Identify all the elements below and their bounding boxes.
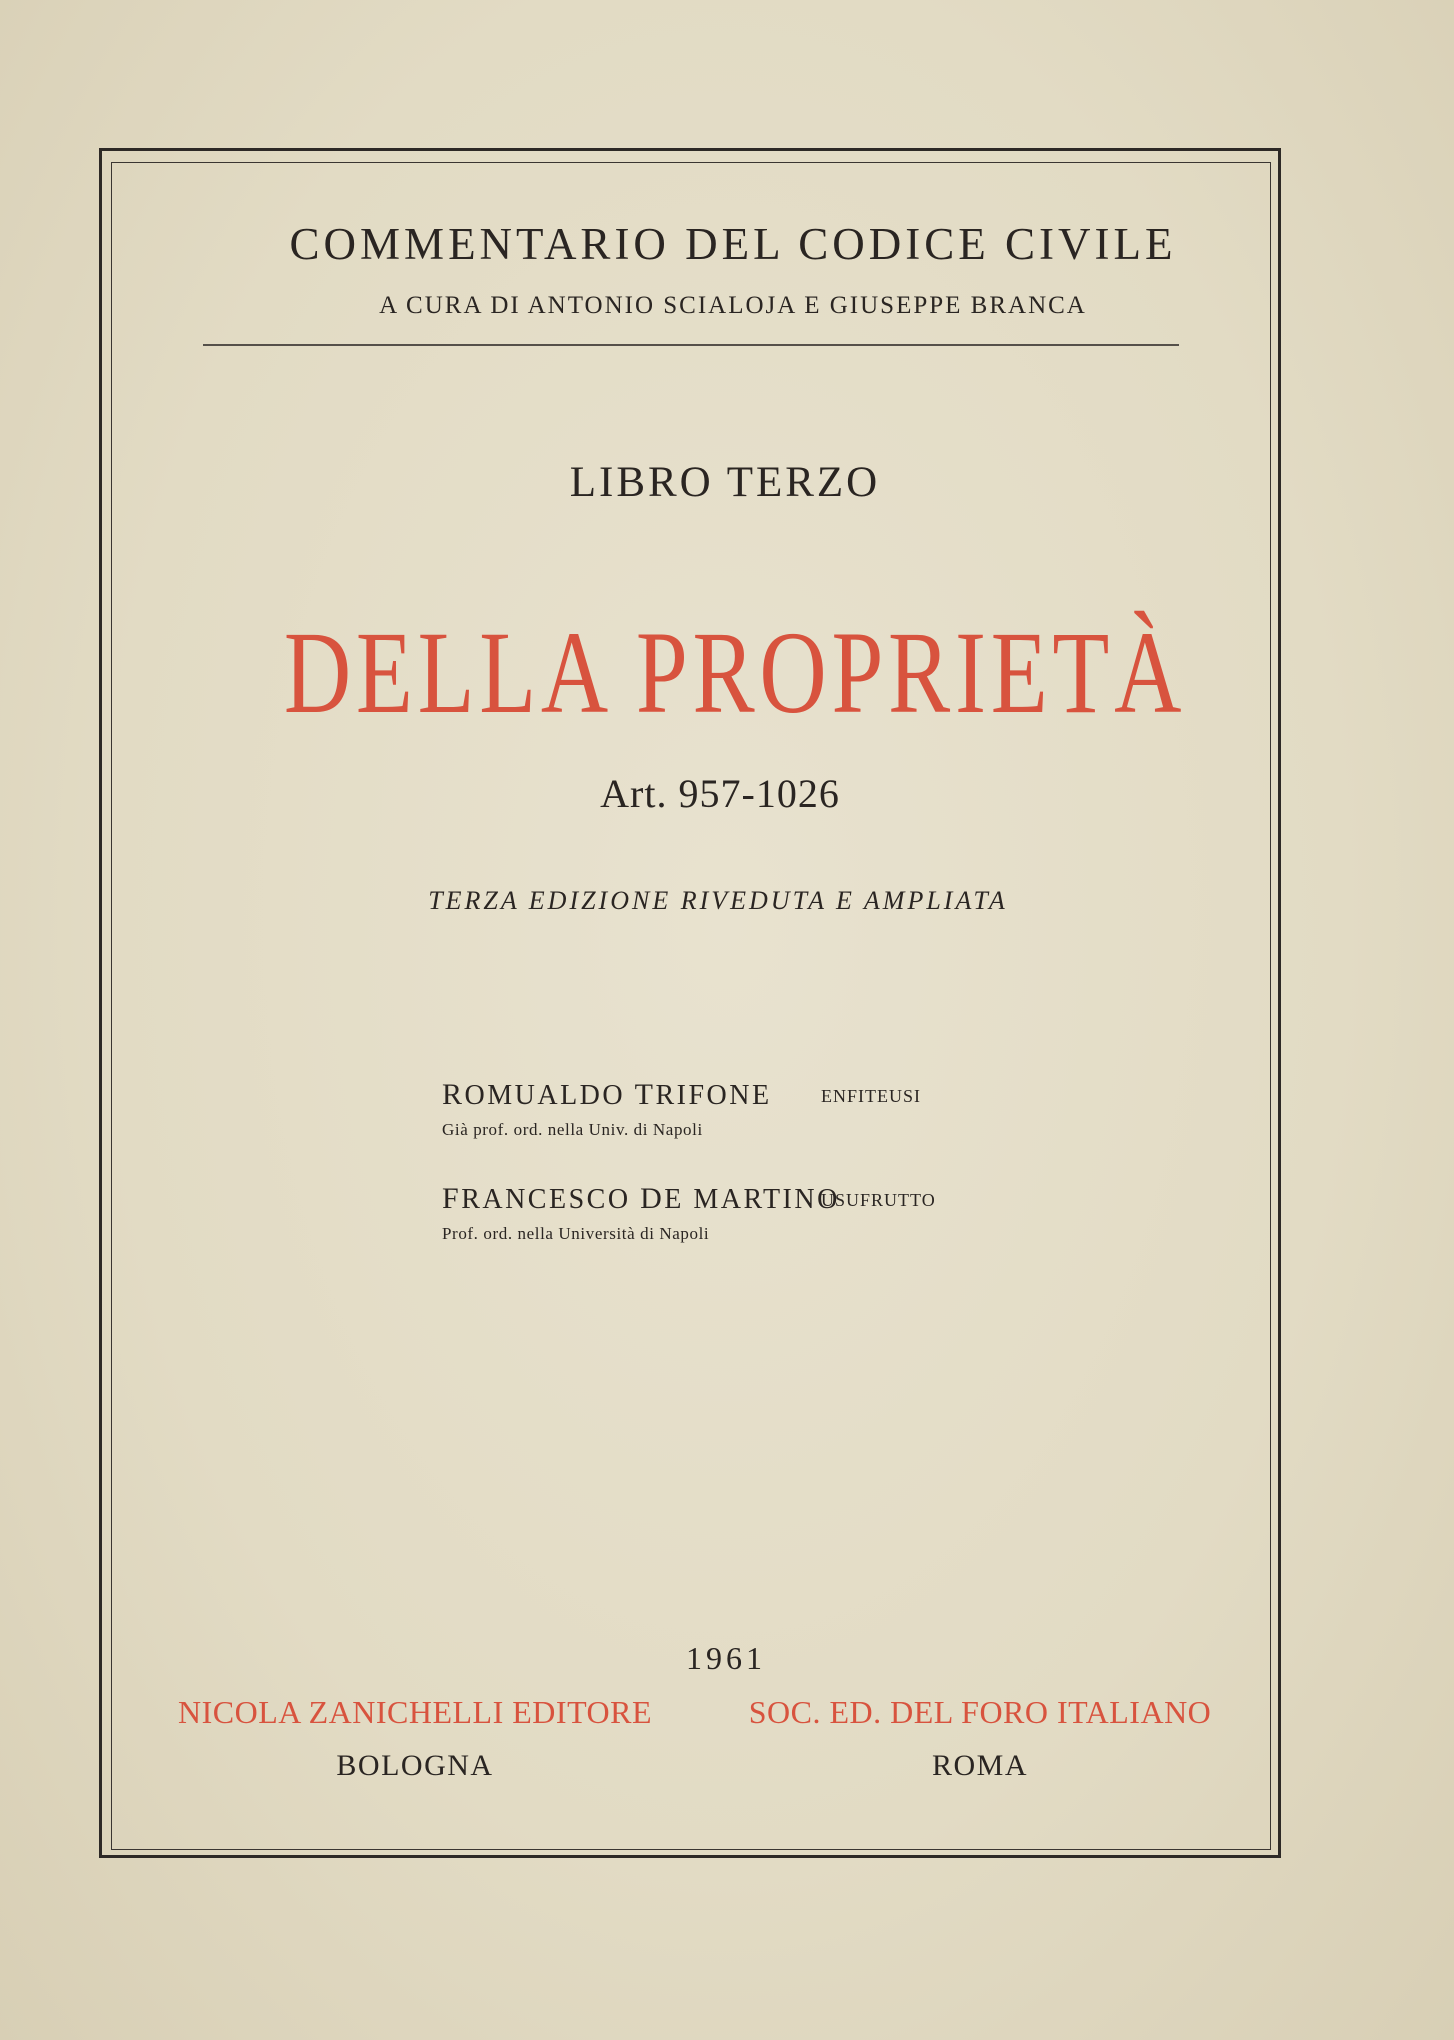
- main-title: DELLA PROPRIETÀ: [283, 607, 1187, 738]
- edition-note: TERZA EDIZIONE RIVEDUTA E AMPLIATA: [428, 886, 1008, 915]
- author-name: FRANCESCO DE MARTINO: [442, 1182, 840, 1215]
- author-topic: USUFRUTTO: [821, 1190, 936, 1210]
- inner-border-frame: [111, 162, 1271, 1850]
- publisher-name: NICOLA ZANICHELLI EDITORE: [177, 1694, 653, 1730]
- article-range: Art. 957-1026: [600, 771, 840, 816]
- publisher-name: SOC. ED. DEL FORO ITALIANO: [748, 1694, 1212, 1730]
- publisher-city: BOLOGNA: [336, 1749, 494, 1782]
- author-affiliation: Prof. ord. nella Università di Napoli: [442, 1224, 710, 1243]
- author-affiliation: Già prof. ord. nella Univ. di Napoli: [442, 1120, 703, 1139]
- publication-year: 1961: [686, 1640, 766, 1676]
- series-editors: A CURA DI ANTONIO SCIALOJA E GIUSEPPE BRANCA: [379, 292, 1087, 319]
- publisher-bologna: [165, 1694, 665, 1783]
- publisher-city: ROMA: [931, 1749, 1028, 1782]
- author-entry: [442, 1078, 772, 1140]
- publisher-roma: [725, 1694, 1235, 1783]
- series-title: COMMENTARIO DEL CODICE CIVILE: [289, 219, 1177, 269]
- author-name: ROMUALDO TRIFONE: [442, 1078, 772, 1111]
- author-topic: ENFITEUSI: [821, 1086, 921, 1106]
- author-entry: [442, 1182, 840, 1244]
- book-label: LIBRO TERZO: [569, 459, 881, 506]
- header-rule: [203, 344, 1179, 346]
